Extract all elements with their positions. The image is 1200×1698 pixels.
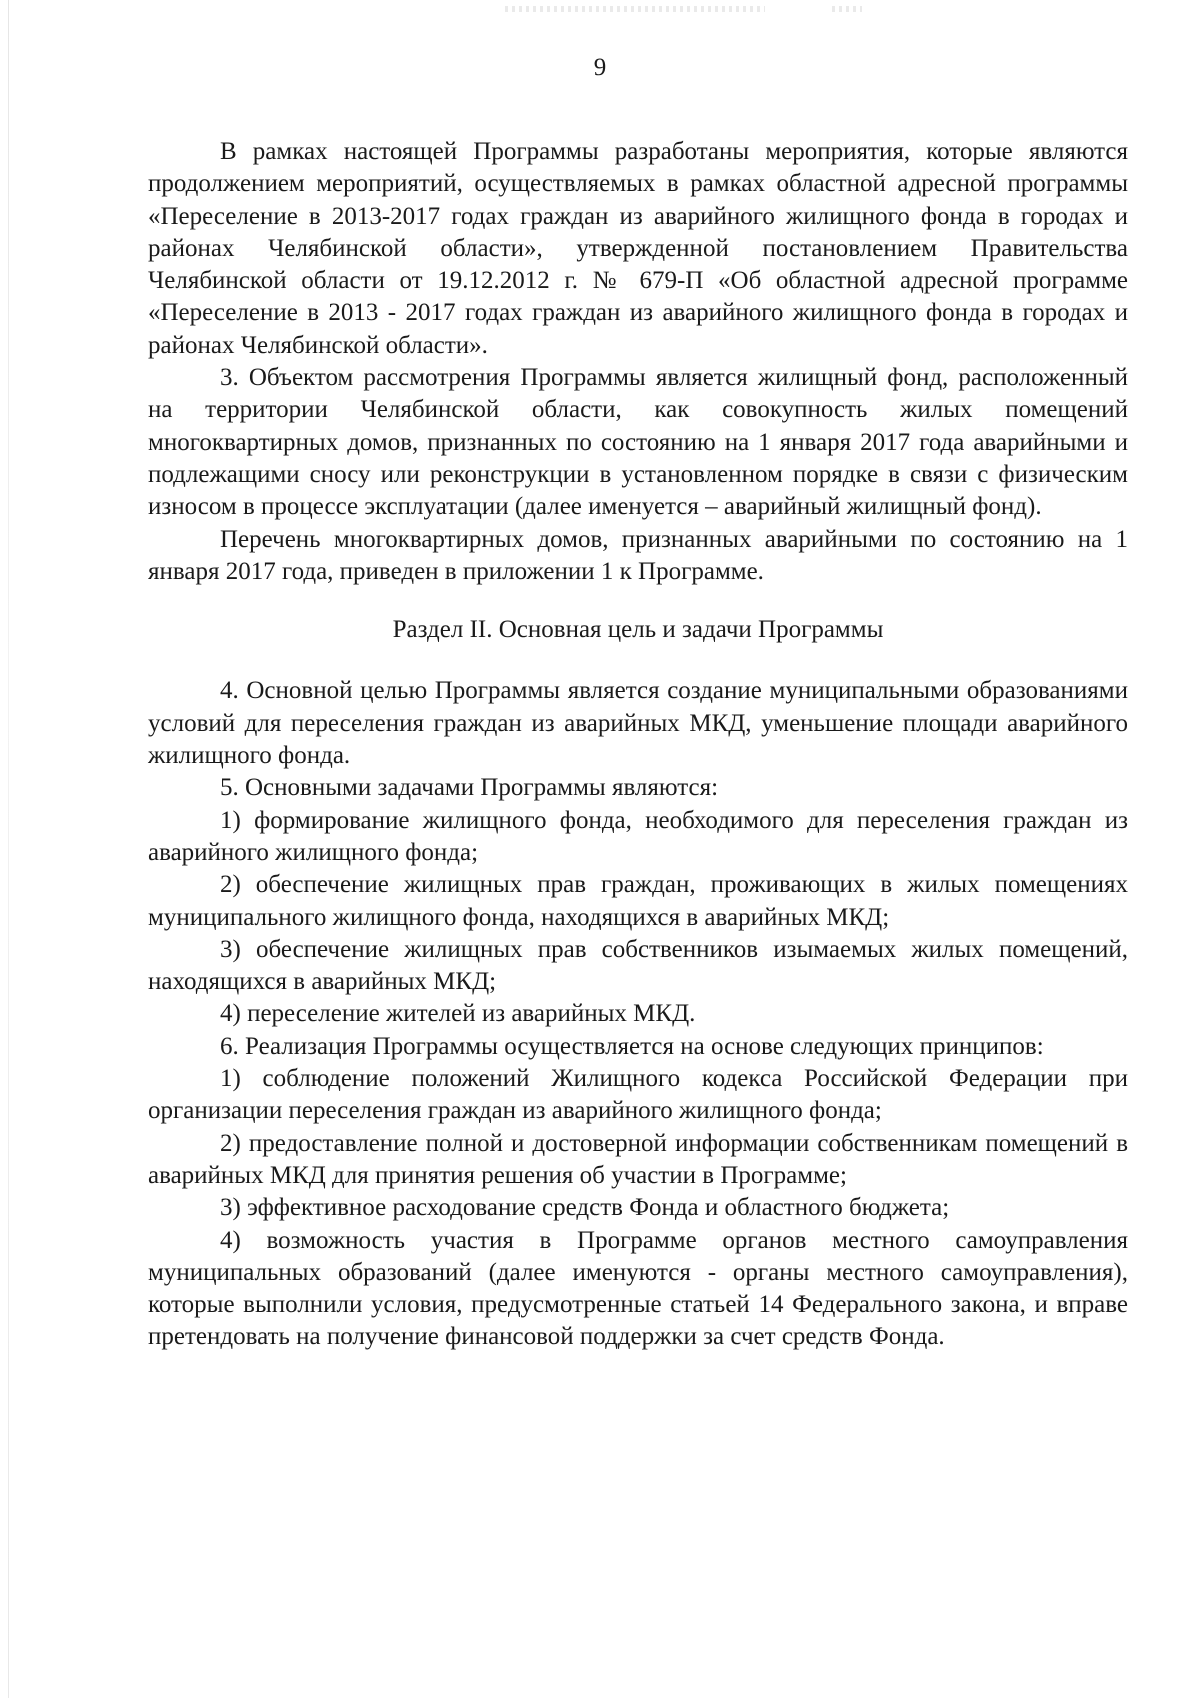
paragraph-program-context: В рамках настоящей Программы разработаны мероприятия, которые являются продолжением мероприятий, осуществляемых в рамках областной адресной программы «Переселение в 2013-2017 годах граждан из аварийного жилищного фонда в городах и районах Челябинской области», утвержденной постановлением Правительства Челябинской области от 19.12.2012 г. № 679-П «Об областной адресной программе «Переселение в 2013 - 2017 годах граждан из аварийного жилищного фонда в городах и районах Челябинской области». — [148, 138, 1128, 359]
scan-noise-mark — [505, 6, 765, 12]
paragraph-task-4: 4) переселение жителей из аварийных МКД. — [220, 1000, 696, 1028]
paragraph-principle-2: 2) предоставление полной и достоверной информации собственникам помещений в аварийных МКД для принятия решения об участии в Программе; — [148, 1129, 1128, 1189]
scan-edge-shadow — [8, 0, 9, 1698]
paragraph-item-4: 4. Основной целью Программы является создание муниципальными образованиями условий для переселения граждан из аварийных МКД, уменьшение площади аварийного жилищного фонда. — [148, 677, 1128, 770]
paragraph-building-list: Перечень многоквартирных домов, признанных аварийными по состоянию на 1 января 2017 года, приведен в приложении 1 к Программе. — [148, 525, 1128, 585]
paragraph-item-5: 5. Основными задачами Программы являются: — [220, 774, 719, 802]
paragraph-task-3: 3) обеспечение жилищных прав собственников изымаемых жилых помещений, находящихся в аварийных МКД; — [148, 935, 1128, 996]
paragraph-principle-3: 3) эффективное расходование средств Фонда и областного бюджета; — [220, 1194, 950, 1222]
section-heading: Раздел II. Основная цель и задачи Программы — [392, 616, 884, 644]
page-number: 9 — [593, 54, 607, 81]
paragraph-task-1: 1) формирование жилищного фонда, необходимого для переселения граждан из аварийного жилищного фонда; — [148, 806, 1128, 866]
scan-noise-mark-small — [832, 6, 862, 12]
document-body — [148, 136, 1128, 1354]
paragraph-principle-4: 4) возможность участия в Программе органов местного самоуправления муниципальных образований (далее именуются - органы местного самоуправления), которые выполнили условия, предусмотренные статьей 14 Федерального закона, и вправе претендовать на получение финансовой поддержки за счет средств Фонда. — [148, 1226, 1128, 1351]
paragraph-item-6: 6. Реализация Программы осуществляется на основе следующих принципов: — [220, 1032, 1044, 1060]
paragraph-principle-1: 1) соблюдение положений Жилищного кодекса Российской Федерации при организации переселения граждан из аварийного жилищного фонда; — [148, 1065, 1128, 1125]
paragraph-task-2: 2) обеспечение жилищных прав граждан, проживающих в жилых помещениях муниципального жилищного фонда, находящихся в аварийных МКД; — [148, 871, 1128, 931]
paragraph-item-3: 3. Объектом рассмотрения Программы является жилищный фонд, расположенный на территории Челябинской области, как совокупность жилых помещений многоквартирных домов, признанных по состоянию на 1 января 2017 года аварийными и подлежащими сносу или реконструкции в установленном порядке в связи с физическим износом в процессе эксплуатации (далее именуется – аварийный жилищный фонд). — [148, 364, 1128, 521]
